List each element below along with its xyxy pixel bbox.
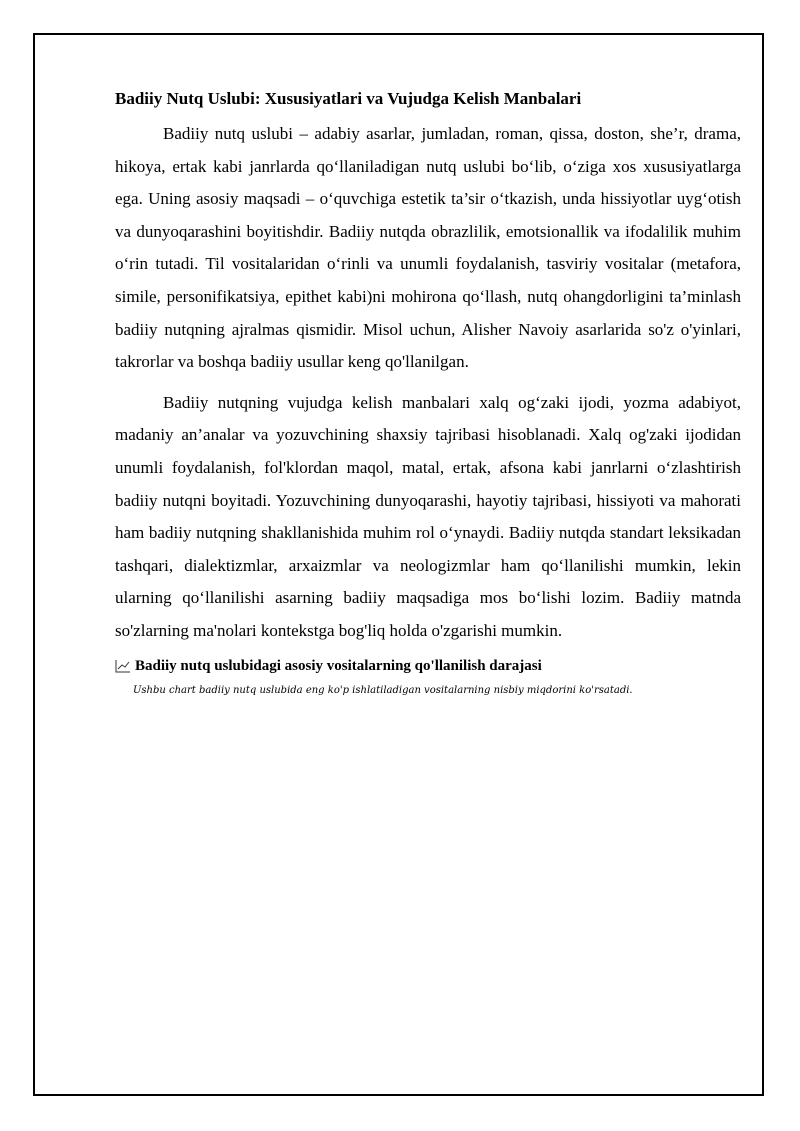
- chart-heading: [115, 656, 741, 676]
- document-body: [115, 84, 741, 700]
- document-title: Badiiy Nutq Uslubi: Xususiyatlari va Vujudga Kelish Manbalari: [115, 89, 582, 108]
- chart-line-icon: [115, 659, 131, 673]
- paragraph-1: Badiiy nutq uslubi – adabiy asarlar, jumladan, roman, qissa, doston, she’r, drama, hikoya, ertak kabi janrlarda qo‘llaniladigan nutq uslubi bo‘lib, o‘ziga xos xususiyatlarga ega. Uning asosiy maqsadi – o‘quvchiga estetik ta’sir o‘tkazish, unda hissiyotlar uyg‘otish va dunyoqarashini boyitishdir. Badiiy nutqda obrazlilik, emotsionallik va ifodalilik muhim o‘rin tutadi. Til vositalaridan o‘rinli va unumli foydalanish, tasviriy vositalar (metafora, simile, personifikatsiya, epithet kabi)ni mohirona qo‘llash, nutq ohangdorligini ta’minlash badiiy nutqning ajralmas qismidir. Misol uchun, Alisher Navoiy asarlarida so'z o'yinlari, takrorlar va boshqa badiiy usullar keng qo'llanilgan.: [115, 124, 741, 372]
- chart-caption: Ushbu chart badiiy nutq uslubida eng ko'p ishlatiladigan vositalarning nisbiy miqdorini ko'rsatadi.: [133, 684, 633, 696]
- chart-title: Badiiy nutq uslubidagi asosiy vositalarning qo'llanilish darajasi: [135, 657, 542, 674]
- paragraph-2: Badiiy nutqning vujudga kelish manbalari xalq og‘zaki ijodi, yozma adabiyot, madaniy an’analar va yozuvchining shaxsiy tajribasi hisoblanadi. Xalq og'zaki ijodidan unumli foydalanish, fol'klordan maqol, matal, ertak, afsona kabi janrlarni o‘zlashtirish badiiy nutqni boyitadi. Yozuvchining dunyoqarashi, hayotiy tajribasi, hissiyoti va mahorati ham badiiy nutqning shakllanishida muhim rol o‘ynaydi. Badiiy nutqda standart leksikadan tashqari, dialektizmlar, arxaizmlar va neologizmlar ham qo‘llanilishi mumkin, lekin ularning qo‘llanilishi asarning badiiy maqsadiga mos bo‘lishi lozim. Badiiy matnda so'zlarning ma'nolari kontekstga bog'liq holda o'zgarishi mumkin.: [115, 392, 741, 640]
